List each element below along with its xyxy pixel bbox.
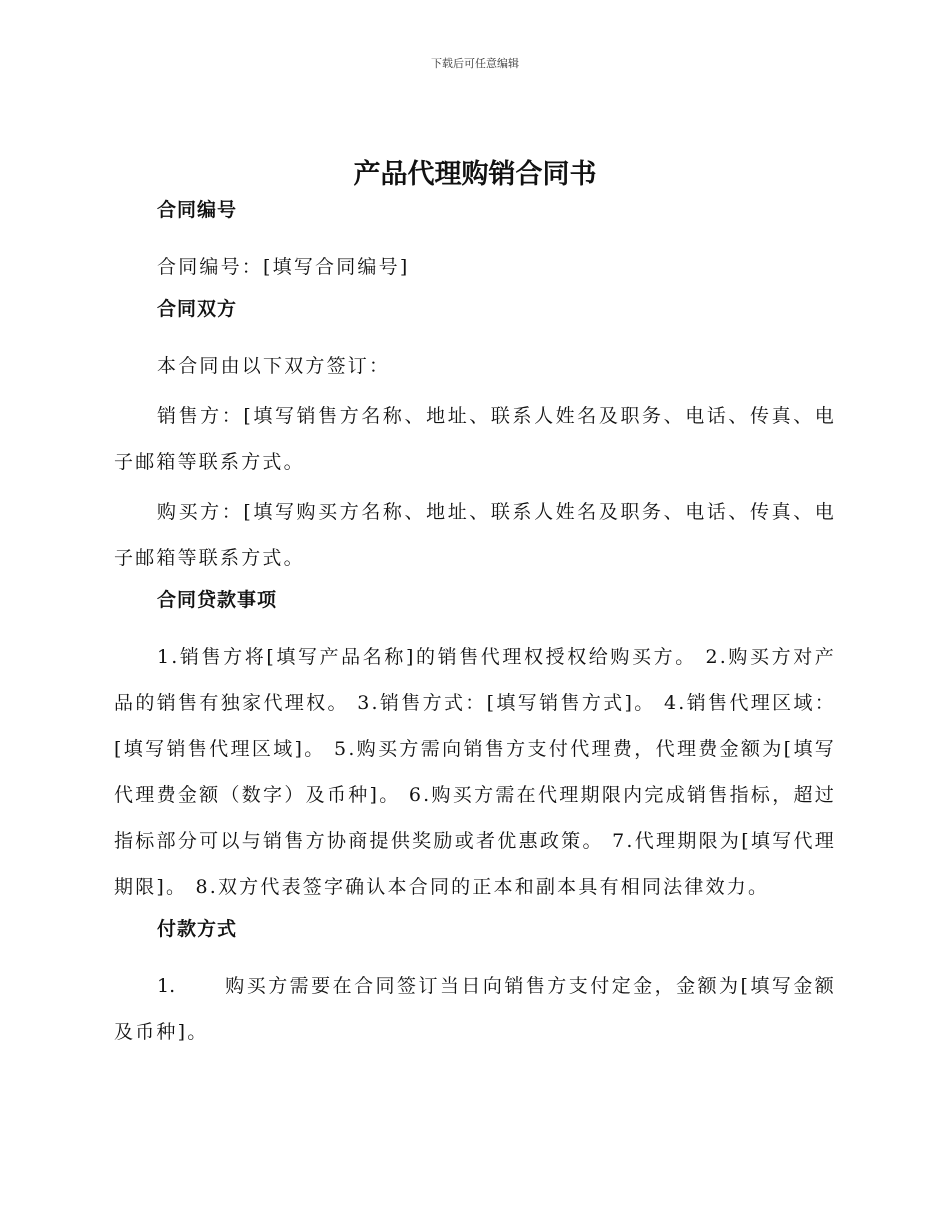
parties-intro: 本合同由以下双方签订： — [157, 355, 391, 377]
section-parties — [114, 294, 836, 581]
payment-item-number: 1. — [157, 975, 176, 997]
buyer-info: 购买方：[填写购买方名称、地址、联系人姓名及职务、电话、传真、电子邮箱等联系方式。 — [114, 501, 836, 569]
section-heading-payment: 付款方式 — [157, 918, 238, 940]
payment-item — [114, 963, 836, 1055]
section-heading-contract-number: 合同编号 — [157, 199, 238, 221]
document-body — [114, 195, 836, 1055]
payment-item-text: 购买方需要在合同签订当日向销售方支付定金，金额为[填写金额及币种]。 — [114, 975, 836, 1043]
contract-number-text: 合同编号：[填写合同编号] — [157, 256, 410, 278]
header-note: 下载后可任意编辑 — [431, 57, 519, 70]
section-contract-number — [114, 195, 836, 290]
section-terms — [114, 585, 836, 910]
terms-text: 1.销售方将[填写产品名称]的销售代理权授权给购买方。 2.购买方对产品的销售有独家代理权。 3.销售方式：[填写销售方式]。 4.销售代理区域：[填写销售代理区域]。 5.购买方需向销售方支付代理费，代理费金额为[填写代理费金额（数字）及币种]。 6.购买方需在代理期限内完成销售指标，超过指标部分可以与销售方协商提供奖励或者优惠政策。 7.代理期限为[填写代理期限]。 8.双方代表签字确认本合同的正本和副本具有相同法律效力。 — [114, 646, 836, 898]
section-heading-terms: 合同贷款事项 — [157, 589, 278, 611]
document-title: 产品代理购销合同书 — [353, 159, 597, 190]
section-heading-parties: 合同双方 — [157, 298, 238, 320]
seller-info: 销售方：[填写销售方名称、地址、联系人姓名及职务、电话、传真、电子邮箱等联系方式。 — [114, 405, 836, 473]
section-payment — [114, 914, 836, 1055]
